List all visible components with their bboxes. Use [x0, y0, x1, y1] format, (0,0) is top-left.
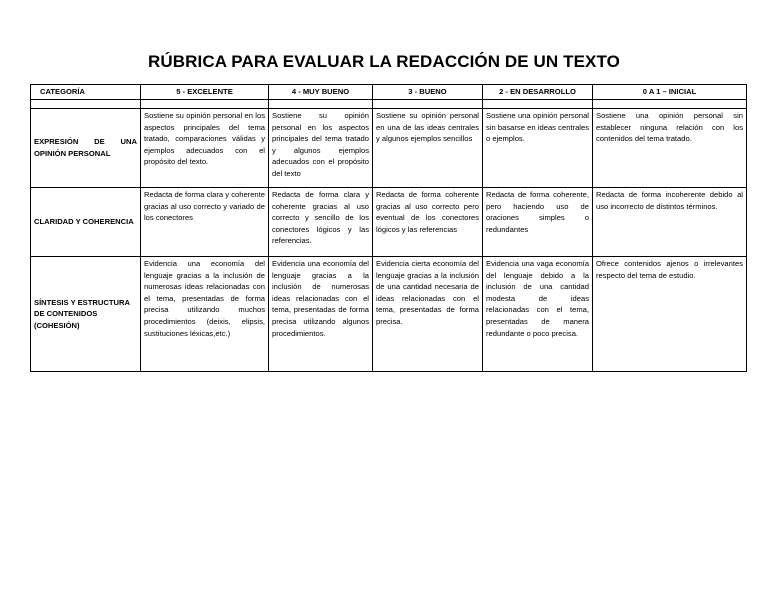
criterion-cell: Redacta de forma coherente, pero haciendo uso de oraciones simples o redundantes [483, 188, 593, 257]
table-row [31, 188, 747, 257]
criterion-cell: Sostiene su opinión personal en los aspectos principales del tema tratado y algunos ejemplos adecuados con el propósito del texto [269, 109, 373, 188]
spacer-row [31, 100, 747, 109]
header-bueno: 3 - BUENO [373, 85, 483, 100]
criterion-cell: Sostiene su opinión personal en los aspectos principales del tema tratado, comparaciones válidas y ejemplos adecuados con el propósito del texto. [141, 109, 269, 188]
header-inicial: 0 A 1 – INICIAL [593, 85, 747, 100]
criterion-cell: Redacta de forma clara y coherente gracias al uso correcto y variado de los conectores [141, 188, 269, 257]
criterion-cell: Redacta de forma incoherente debido al uso incorrecto de distintos términos. [593, 188, 747, 257]
header-en-desarrollo: 2 - EN DESARROLLO [483, 85, 593, 100]
category-cell: EXPRESIÓN DE UNA OPINIÓN PERSONAL [31, 109, 141, 188]
criterion-cell: Redacta de forma clara y coherente gracias al uso correcto y sencillo de los conectores lógicos y las referencias. [269, 188, 373, 257]
header-category: CATEGORÍA [31, 85, 141, 100]
category-cell: SÍNTESIS Y ESTRUCTURA DE CONTENIDOS (COHESIÓN) [31, 257, 141, 372]
criterion-cell: Evidencia una economía del lenguaje gracias a la inclusión de numerosas ideas relacionadas con el tema, presentadas de forma precisa utilizando muchos procedimientos (deixis, elipsis, sustituciones léxicas,etc.) [141, 257, 269, 372]
criterion-cell: Sostiene una opinión personal sin basarse en ideas centrales o ejemplos. [483, 109, 593, 188]
criterion-cell: Sostiene su opinión personal en una de las ideas centrales y algunos ejemplos sencillos [373, 109, 483, 188]
table-row [31, 257, 747, 372]
criterion-cell: Redacta de forma coherente gracias al uso correcto pero eventual de los conectores lógicos y las referencias [373, 188, 483, 257]
criterion-cell: Ofrece contenidos ajenos o irrelevantes respecto del tema de estudio. [593, 257, 747, 372]
rubric-table [30, 84, 747, 372]
criterion-cell: Evidencia una economía del lenguaje gracias a la inclusión de numerosas ideas relacionadas con el tema, presentadas de forma precisa utilizando algunos procedimientos. [269, 257, 373, 372]
category-cell: CLARIDAD Y COHERENCIA [31, 188, 141, 257]
criterion-cell: Evidencia cierta economía del lenguaje gracias a la inclusión de una cantidad necesaria de ideas relacionadas con el tema, presentadas de forma precisa. [373, 257, 483, 372]
criterion-cell: Sostiene una opinión personal sin establecer ninguna relación con los contenidos del tema tratado. [593, 109, 747, 188]
header-muy-bueno: 4 - MUY BUENO [269, 85, 373, 100]
header-excelente: 5 - EXCELENTE [141, 85, 269, 100]
criterion-cell: Evidencia una vaga economía del lenguaje debido a la inclusión de una cantidad modesta de ideas relacionadas con el tema, presentadas de manera redundante o poco precisa. [483, 257, 593, 372]
header-row [31, 85, 747, 100]
page-title: RÚBRICA PARA EVALUAR LA REDACCIÓN DE UN TEXTO [147, 52, 620, 71]
table-row [31, 109, 747, 188]
